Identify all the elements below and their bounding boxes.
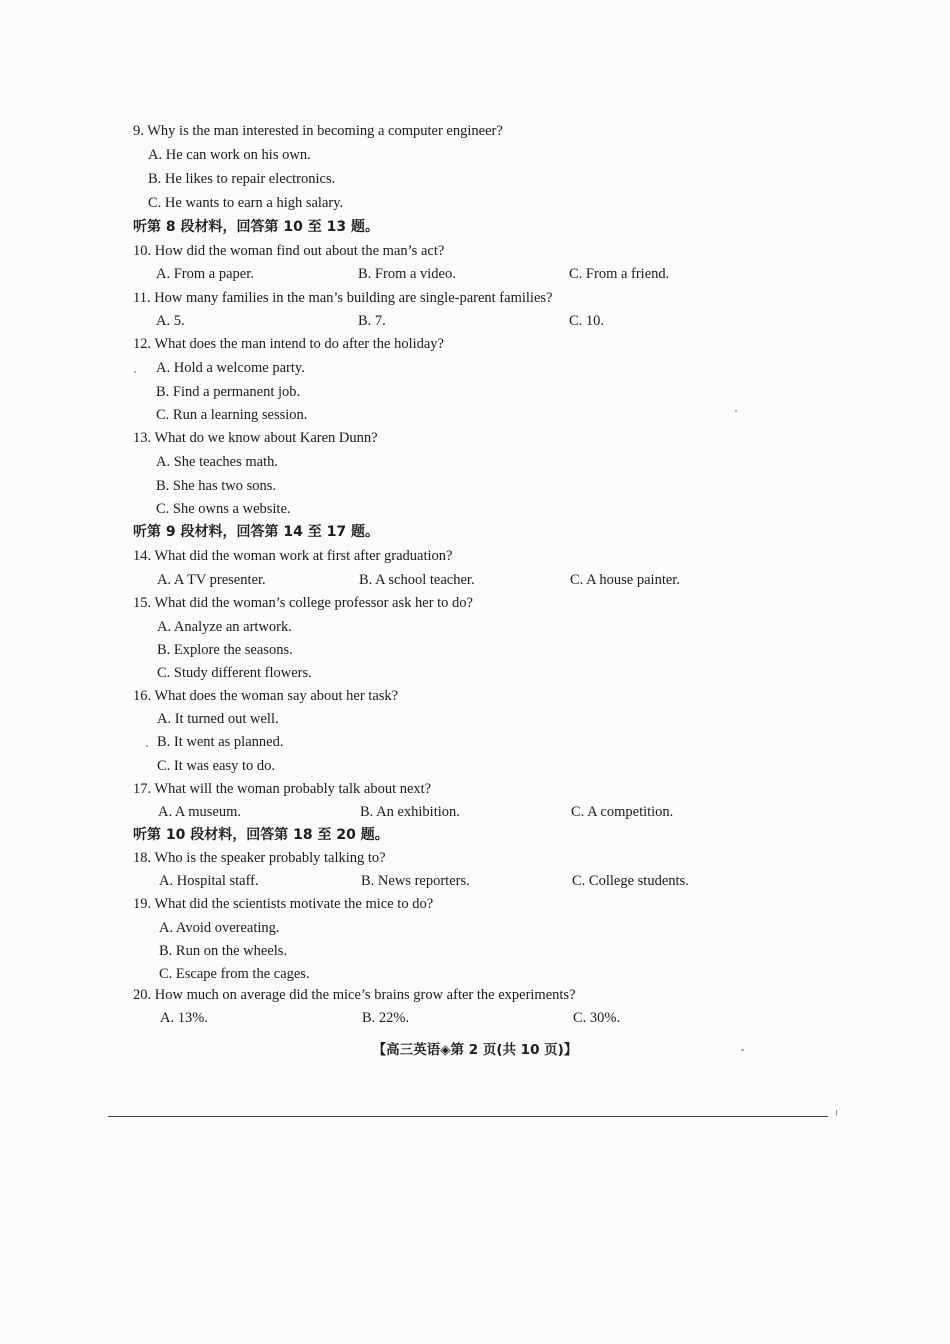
option-17c: C. A competition. xyxy=(571,804,674,820)
option-16a: A. It turned out well. xyxy=(157,711,279,727)
option-16c: C. It was easy to do. xyxy=(157,758,275,774)
option-20a: A. 13%. xyxy=(160,1010,208,1026)
option-10c: C. From a friend. xyxy=(569,266,670,282)
section-heading-8: 听第 8 段材料，回答第 10 至 13 题。 xyxy=(133,219,379,235)
option-15b: B. Explore the seasons. xyxy=(157,642,293,658)
question-20: 20. How much on average did the mice’s brains grow after the experiments? xyxy=(133,987,576,1003)
option-11c: C. 10. xyxy=(569,313,605,329)
option-9c: C. He wants to earn a high salary. xyxy=(148,195,344,211)
option-17a: A. A museum. xyxy=(158,804,241,820)
question-9: 9. Why is the man interested in becoming a computer engineer? xyxy=(133,123,503,139)
option-11b: B. 7. xyxy=(358,313,386,329)
option-18b: B. News reporters. xyxy=(361,873,470,889)
option-10a: A. From a paper. xyxy=(156,266,254,282)
option-14a: A. A TV presenter. xyxy=(157,572,266,588)
option-9b: B. He likes to repair electronics. xyxy=(148,171,336,187)
question-15: 15. What did the woman’s college professor ask her to do? xyxy=(133,595,473,611)
option-12a: A. Hold a welcome party. xyxy=(156,360,305,376)
scan-speck xyxy=(741,1049,744,1051)
option-13c: C. She owns a website. xyxy=(156,501,291,517)
scan-speck xyxy=(735,410,737,412)
question-19: 19. What did the scientists motivate the mice to do? xyxy=(133,896,434,912)
scan-speck xyxy=(146,745,148,747)
question-12: 12. What does the man intend to do after the holiday? xyxy=(133,336,444,352)
option-19b: B. Run on the wheels. xyxy=(159,943,288,959)
option-20c: C. 30%. xyxy=(573,1010,621,1026)
question-13: 13. What do we know about Karen Dunn? xyxy=(133,430,378,446)
option-15c: C. Study different flowers. xyxy=(157,665,312,681)
option-19c: C. Escape from the cages. xyxy=(159,966,310,982)
option-11a: A. 5. xyxy=(156,313,185,329)
bottom-divider xyxy=(108,1116,828,1117)
scan-speck xyxy=(134,371,136,373)
option-20b: B. 22%. xyxy=(362,1010,410,1026)
option-16b: B. It went as planned. xyxy=(157,734,284,750)
option-17b: B. An exhibition. xyxy=(360,804,460,820)
option-14b: B. A school teacher. xyxy=(359,572,475,588)
question-16: 16. What does the woman say about her task? xyxy=(133,688,399,704)
option-12b: B. Find a permanent job. xyxy=(156,384,301,400)
option-14c: C. A house painter. xyxy=(570,572,680,588)
section-heading-9: 听第 9 段材料，回答第 14 至 17 题。 xyxy=(133,524,379,540)
option-18a: A. Hospital staff. xyxy=(159,873,259,889)
option-15a: A. Analyze an artwork. xyxy=(157,619,292,635)
option-9a: A. He can work on his own. xyxy=(148,147,311,163)
option-18c: C. College students. xyxy=(572,873,689,889)
option-12c: C. Run a learning session. xyxy=(156,407,308,423)
question-10: 10. How did the woman find out about the man’s act? xyxy=(133,243,445,259)
option-10b: B. From a video. xyxy=(358,266,456,282)
option-13a: A. She teaches math. xyxy=(156,454,279,470)
scan-speck xyxy=(836,1110,837,1116)
option-13b: B. She has two sons. xyxy=(156,478,277,494)
question-17: 17. What will the woman probably talk about next? xyxy=(133,781,432,797)
page-footer: 【高三英语◈第 2 页(共 10 页)】 xyxy=(372,1042,578,1058)
section-heading-10: 听第 10 段材料，回答第 18 至 20 题。 xyxy=(133,827,389,843)
question-14: 14. What did the woman work at first after graduation? xyxy=(133,548,453,564)
question-11: 11. How many families in the man’s building are single-parent families? xyxy=(133,290,553,306)
question-18: 18. Who is the speaker probably talking to? xyxy=(133,850,386,866)
option-19a: A. Avoid overeating. xyxy=(159,920,280,936)
